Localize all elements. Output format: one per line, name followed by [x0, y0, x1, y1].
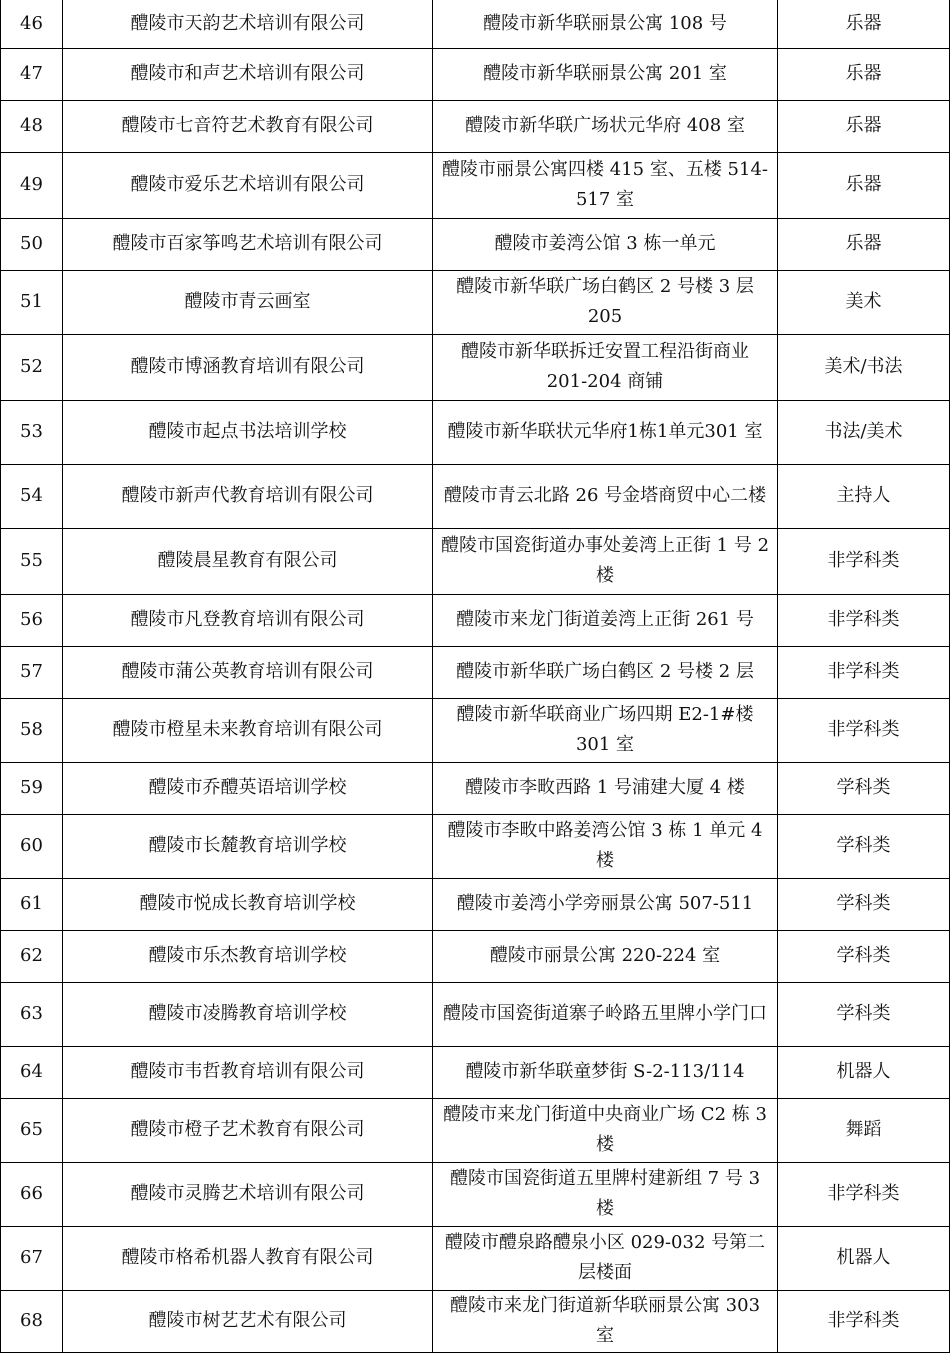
table-row: [1, 1226, 950, 1290]
institution-address: 醴陵市来龙门街道姜湾上正街 261 号: [433, 594, 778, 646]
training-category: 学科类: [778, 762, 950, 814]
training-category: 学科类: [778, 930, 950, 982]
table-row: [1, 1098, 950, 1162]
table-row: [1, 646, 950, 698]
institution-name: 醴陵市蒲公英教育培训有限公司: [63, 646, 433, 698]
training-category: 乐器: [778, 100, 950, 152]
institution-address: 醴陵市新华联广场白鹤区 2 号楼 3 层 205: [433, 270, 778, 334]
training-category: 学科类: [778, 814, 950, 878]
institution-address: 醴陵市青云北路 26 号金塔商贸中心二楼: [433, 464, 778, 528]
table-row: [1, 930, 950, 982]
institution-name: 醴陵市起点书法培训学校: [63, 400, 433, 464]
training-category: 书法/美术: [778, 400, 950, 464]
row-number: 65: [1, 1098, 63, 1162]
table-row: [1, 762, 950, 814]
row-number: 66: [1, 1162, 63, 1226]
table-row: [1, 270, 950, 334]
table-row: [1, 400, 950, 464]
row-number: 55: [1, 528, 63, 594]
row-number: 49: [1, 152, 63, 218]
institution-address: 醴陵市姜湾公馆 3 栋一单元: [433, 218, 778, 270]
table-row: [1, 814, 950, 878]
institution-address: 醴陵市李畋中路姜湾公馆 3 栋 1 单元 4 楼: [433, 814, 778, 878]
row-number: 63: [1, 982, 63, 1046]
row-number: 56: [1, 594, 63, 646]
institution-address: 醴陵市国瓷街道办事处姜湾上正街 1 号 2 楼: [433, 528, 778, 594]
training-category: 乐器: [778, 48, 950, 100]
training-category: 主持人: [778, 464, 950, 528]
row-number: 46: [1, 0, 63, 48]
table-row: [1, 218, 950, 270]
row-number: 48: [1, 100, 63, 152]
row-number: 53: [1, 400, 63, 464]
table-row: [1, 152, 950, 218]
institution-address: 醴陵市新华联广场状元华府 408 室: [433, 100, 778, 152]
row-number: 68: [1, 1290, 63, 1352]
institution-address: 醴陵市新华联拆迁安置工程沿街商业 201-204 商铺: [433, 334, 778, 400]
training-category: 非学科类: [778, 1290, 950, 1352]
institution-address: 醴陵市新华联广场白鹤区 2 号楼 2 层: [433, 646, 778, 698]
row-number: 52: [1, 334, 63, 400]
institution-address: 醴陵市新华联丽景公寓 108 号: [433, 0, 778, 48]
training-category: 学科类: [778, 878, 950, 930]
table-row: [1, 698, 950, 762]
training-category: 乐器: [778, 152, 950, 218]
table-row: [1, 982, 950, 1046]
institution-address: 醴陵市新华联丽景公寓 201 室: [433, 48, 778, 100]
training-category: 非学科类: [778, 646, 950, 698]
institution-name: 醴陵市和声艺术培训有限公司: [63, 48, 433, 100]
training-category: 机器人: [778, 1046, 950, 1098]
row-number: 62: [1, 930, 63, 982]
training-category: 学科类: [778, 982, 950, 1046]
institution-address: 醴陵市国瓷街道五里牌村建新组 7 号 3 楼: [433, 1162, 778, 1226]
institution-address: 醴陵市国瓷街道寨子岭路五里牌小学门口: [433, 982, 778, 1046]
row-number: 60: [1, 814, 63, 878]
institution-address: 醴陵市新华联童梦街 S-2-113/114: [433, 1046, 778, 1098]
institution-address: 醴陵市姜湾小学旁丽景公寓 507-511: [433, 878, 778, 930]
institution-address: 醴陵市新华联商业广场四期 E2-1#楼 301 室: [433, 698, 778, 762]
institution-address: 醴陵市醴泉路醴泉小区 029-032 号第二层楼面: [433, 1226, 778, 1290]
table-row: [1, 594, 950, 646]
institution-name: 醴陵市凡登教育培训有限公司: [63, 594, 433, 646]
table-row: [1, 528, 950, 594]
training-category: 非学科类: [778, 594, 950, 646]
institution-name: 醴陵市七音符艺术教育有限公司: [63, 100, 433, 152]
table-row: [1, 1290, 950, 1352]
training-category: 非学科类: [778, 698, 950, 762]
institution-name: 醴陵市凌腾教育培训学校: [63, 982, 433, 1046]
institution-name: 醴陵市乔醴英语培训学校: [63, 762, 433, 814]
institution-address: 醴陵市丽景公寓四楼 415 室、五楼 514-517 室: [433, 152, 778, 218]
institution-name: 醴陵市长麓教育培训学校: [63, 814, 433, 878]
institution-address: 醴陵市来龙门街道中央商业广场 C2 栋 3 楼: [433, 1098, 778, 1162]
institution-name: 醴陵市树艺艺术有限公司: [63, 1290, 433, 1352]
table-row: [1, 48, 950, 100]
table-row: [1, 1162, 950, 1226]
institution-name: 醴陵市天韵艺术培训有限公司: [63, 0, 433, 48]
training-category: 机器人: [778, 1226, 950, 1290]
training-category: 乐器: [778, 218, 950, 270]
table-row: [1, 878, 950, 930]
row-number: 67: [1, 1226, 63, 1290]
institution-name: 醴陵市橙子艺术教育有限公司: [63, 1098, 433, 1162]
institution-name: 醴陵市百家筝鸣艺术培训有限公司: [63, 218, 433, 270]
institution-name: 醴陵市青云画室: [63, 270, 433, 334]
row-number: 47: [1, 48, 63, 100]
row-number: 51: [1, 270, 63, 334]
table-row: [1, 464, 950, 528]
institution-name: 醴陵市悦成长教育培训学校: [63, 878, 433, 930]
institution-name: 醴陵市新声代教育培训有限公司: [63, 464, 433, 528]
row-number: 54: [1, 464, 63, 528]
row-number: 57: [1, 646, 63, 698]
institution-name: 醴陵市韦哲教育培训有限公司: [63, 1046, 433, 1098]
row-number: 50: [1, 218, 63, 270]
row-number: 64: [1, 1046, 63, 1098]
table-row: [1, 1046, 950, 1098]
institution-name: 醴陵市橙星未来教育培训有限公司: [63, 698, 433, 762]
institution-address: 醴陵市新华联状元华府1栋1单元301 室: [433, 400, 778, 464]
training-category: 美术: [778, 270, 950, 334]
institution-name: 醴陵市灵腾艺术培训有限公司: [63, 1162, 433, 1226]
training-category: 非学科类: [778, 1162, 950, 1226]
training-category: 美术/书法: [778, 334, 950, 400]
institution-name: 醴陵市爱乐艺术培训有限公司: [63, 152, 433, 218]
institution-address: 醴陵市来龙门街道新华联丽景公寓 303 室: [433, 1290, 778, 1352]
training-category: 非学科类: [778, 528, 950, 594]
table-row: [1, 100, 950, 152]
training-category: 乐器: [778, 0, 950, 48]
institution-name: 醴陵市乐杰教育培训学校: [63, 930, 433, 982]
institution-address: 醴陵市丽景公寓 220-224 室: [433, 930, 778, 982]
table-row: [1, 334, 950, 400]
training-category: 舞蹈: [778, 1098, 950, 1162]
row-number: 58: [1, 698, 63, 762]
table-row: [1, 0, 950, 48]
institution-address: 醴陵市李畋西路 1 号浦建大厦 4 楼: [433, 762, 778, 814]
institution-name: 醴陵晨星教育有限公司: [63, 528, 433, 594]
institution-name: 醴陵市格希机器人教育有限公司: [63, 1226, 433, 1290]
institution-name: 醴陵市博涵教育培训有限公司: [63, 334, 433, 400]
row-number: 59: [1, 762, 63, 814]
row-number: 61: [1, 878, 63, 930]
